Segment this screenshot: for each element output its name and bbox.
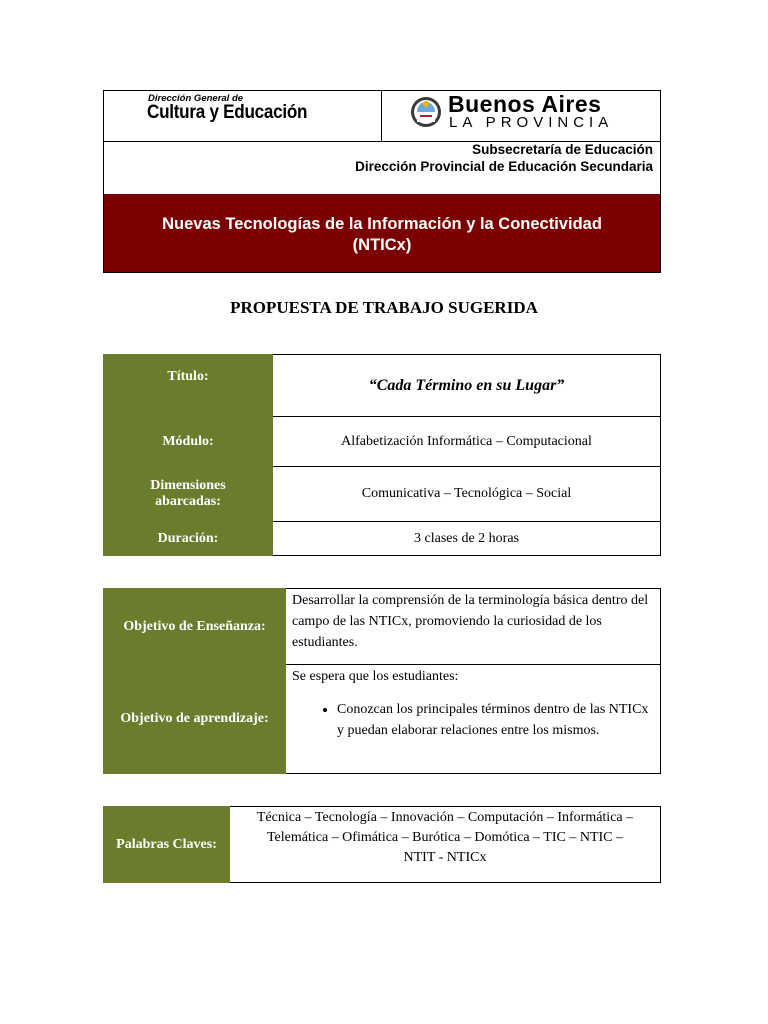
objectives-table [103,588,661,774]
titulo-value [273,355,661,417]
titulo-label: Título: [104,355,273,417]
document-title: PROPUESTA DE TRABAJO SUGERIDA [230,298,538,317]
subsecretary-cell [104,141,660,194]
dimensiones-label-line2: abarcadas: [155,494,221,509]
subject-banner-text [104,214,660,256]
keywords-line1: Técnica – Tecnología – Innovación – Computación – Informática – [256,810,634,825]
table-row [104,807,661,883]
titulo-text: “Cada Término en su Lugar” [368,376,565,394]
keywords-label: Palabras Claves: [104,807,230,883]
dimensiones-value: Comunicativa – Tecnológica – Social [273,467,661,522]
subject-banner-line2: (NTICx) [352,236,412,254]
dimensiones-label [104,467,273,522]
table-row [104,355,661,417]
keywords-line3: NTIT - NTICx [403,850,487,865]
province-logo-small-text: LA PROVINCIA [449,114,614,131]
keywords-value [230,807,661,883]
org-logo-cell [104,91,382,141]
keywords-line2: Telemática – Ofimática – Burótica – Domótica – TIC – NTIC – [266,830,624,845]
keywords-table [103,806,661,883]
duracion-label: Duración: [104,522,273,556]
table-row [104,417,661,467]
objetivo-ensenanza-label: Objetivo de Enseñanza: [104,589,286,665]
province-logo-big-text: Buenos Aires [448,91,602,117]
duracion-value: 3 clases de 2 horas [273,522,661,556]
objetivo-aprendizaje-value [286,665,661,774]
modulo-value: Alfabetización Informática – Computacional [273,417,661,467]
table-row [104,589,661,665]
table-row [104,665,661,774]
province-logo-cell [382,91,660,141]
objetivo-aprendizaje-intro: Se espera que los estudiantes: [292,669,459,684]
subject-banner-line1: Nuevas Tecnologías de la Información y la Conectividad [162,215,602,233]
document-header [103,90,661,273]
org-logo-small-text: Dirección General de [148,93,244,104]
dimensiones-label-line1: Dimensiones [150,478,226,493]
table-row [104,522,661,556]
table-row [104,467,661,522]
direction-line: Dirección Provincial de Educación Secundaria [355,159,653,174]
list-item: • Conozcan los principales términos dentro de las NTICx y puedan elaborar relaciones entre los mismos. [337,699,654,741]
details-table [103,354,661,556]
subject-banner [104,194,660,272]
objetivo-aprendizaje-list [292,699,654,741]
province-seal-icon [410,95,442,129]
objetivo-ensenanza-value: Desarrollar la comprensión de la terminología básica dentro del campo de las NTICx, promoviendo la curiosidad de los estudiantes. [286,589,661,665]
subsecretary-line: Subsecretaría de Educación [472,142,653,157]
objetivo-aprendizaje-label: Objetivo de aprendizaje: [104,665,286,774]
modulo-label: Módulo: [104,417,273,467]
org-logo-big-text: Cultura y Educación [147,102,308,123]
